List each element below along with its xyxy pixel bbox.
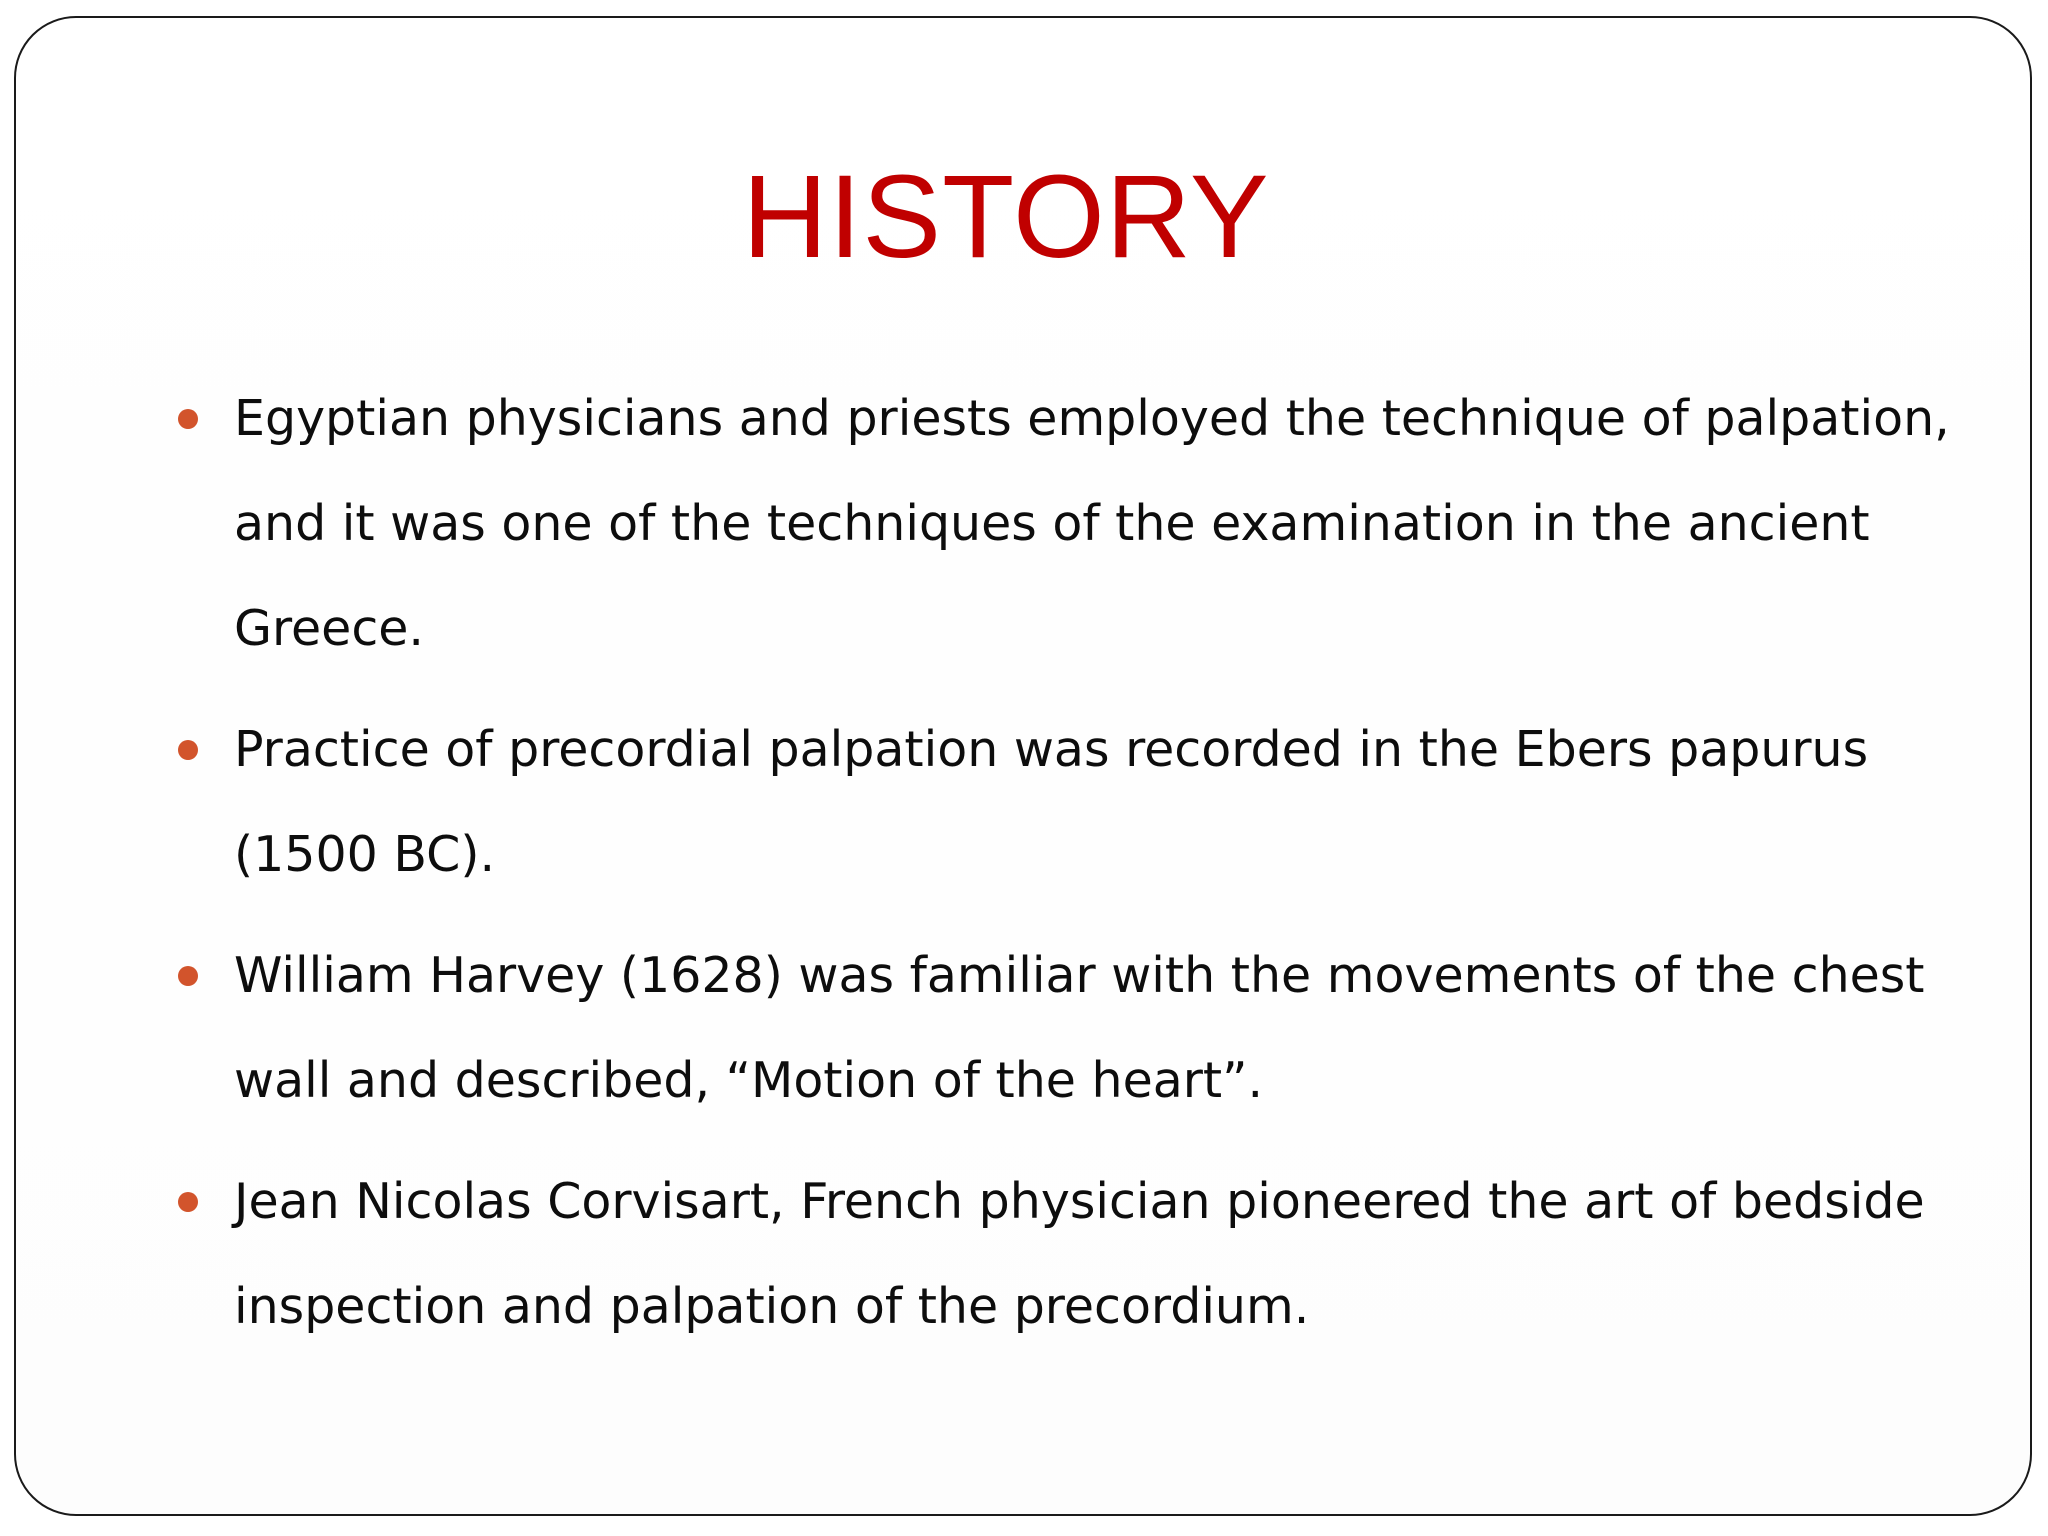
bullet-dot-icon xyxy=(178,409,198,429)
slide-frame xyxy=(14,16,2032,1516)
bullet-item xyxy=(168,697,1958,907)
bullet-dot-icon xyxy=(178,740,198,760)
bullet-list xyxy=(168,366,1958,1375)
bullet-item xyxy=(168,1149,1958,1359)
bullet-text: Jean Nicolas Corvisart, French physician pioneered the art of bedside inspection and palpation of the precordium. xyxy=(234,1173,1925,1335)
bullet-item xyxy=(168,923,1958,1133)
bullet-text: Egyptian physicians and priests employed the technique of palpation, and it was one of the techniques of the examination in the ancient Greece. xyxy=(234,390,1950,657)
bullet-item xyxy=(168,366,1958,681)
bullet-dot-icon xyxy=(178,966,198,986)
slide-title: HISTORY xyxy=(742,151,1270,283)
bullet-dot-icon xyxy=(178,1192,198,1212)
bullet-text: Practice of precordial palpation was recorded in the Ebers papurus (1500 BC). xyxy=(234,721,1869,883)
bullet-text: William Harvey (1628) was familiar with the movements of the chest wall and described, “Motion of the heart”. xyxy=(234,947,1925,1109)
